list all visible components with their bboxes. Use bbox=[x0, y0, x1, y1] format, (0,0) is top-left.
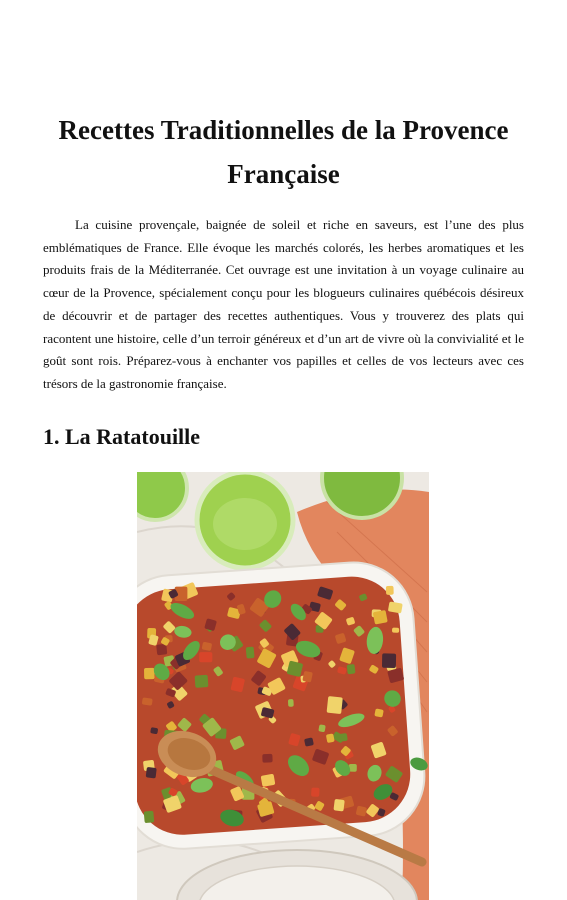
vegetable-piece bbox=[288, 699, 294, 707]
vegetable-piece bbox=[333, 799, 344, 812]
vegetable-piece bbox=[327, 696, 343, 714]
section-heading-ratatouille: 1. La Ratatouille bbox=[43, 424, 201, 449]
document-title: Recettes Traditionnelles de la Provence Française bbox=[58, 115, 509, 189]
vegetable-piece bbox=[144, 811, 155, 823]
vegetable-piece bbox=[142, 697, 153, 705]
vegetable-piece bbox=[144, 668, 155, 679]
ratatouille-photo bbox=[137, 472, 429, 900]
vegetable-piece bbox=[246, 647, 255, 659]
intro-paragraph: La cuisine provençale, baignée de soleil et riche en saveurs, est l’une des plus emblématiques de France. Elle évoque les marchés colorés, les herbes aromatiques et les produits frais de la Méditerranée. Cet ouvrage est une invitation à un voyage culinaire au cœur de la Provence, spécialement conçu pour les blogueurs culinaires québécois désireux de découvrir et de partager des recettes authentiques. Vous y trouverez des plats qui racontent une histoire, celle d’un terroir généreux et d’un art de vivre où la convivialité et le goût sont rois. Préparez-vous à enchanter vos papilles et celles de vos lecteurs avec ces trésors de la gastronomie française. bbox=[43, 217, 524, 391]
vegetable-piece bbox=[262, 754, 272, 763]
vegetable-piece bbox=[373, 610, 388, 625]
vegetable-piece bbox=[311, 787, 320, 796]
vegetable-piece bbox=[195, 675, 209, 688]
vegetable-piece bbox=[199, 652, 212, 662]
vegetable-piece bbox=[392, 628, 399, 633]
vegetable-piece bbox=[382, 653, 396, 668]
vegetable-piece bbox=[338, 733, 348, 742]
vegetable-piece bbox=[146, 767, 157, 779]
vegetable-piece bbox=[156, 644, 167, 655]
vegetable-piece bbox=[347, 664, 356, 674]
vegetable-piece bbox=[261, 774, 276, 787]
vegetable-piece bbox=[386, 586, 394, 595]
